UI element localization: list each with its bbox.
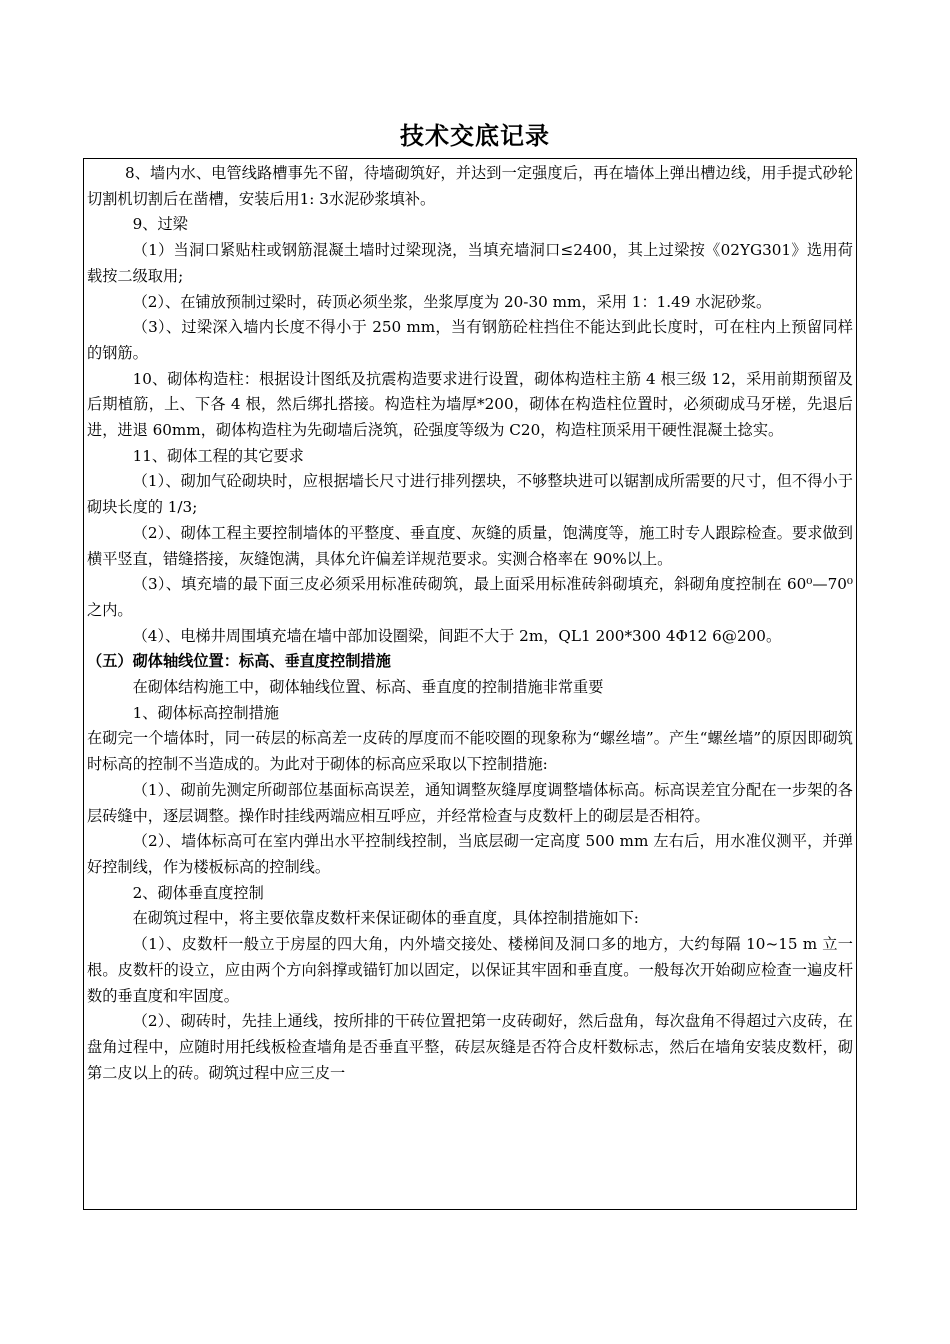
paragraph-masonry-2: （2）、砌体工程主要控制墙体的平整度、垂直度、灰缝的质量，饱满度等，施工时专人跟踪检查。要求做到横平竖直，错缝搭接，灰缝饱满，具体允许偏差详规范要求。实测合格率在 90%以上。 bbox=[87, 523, 853, 568]
paragraph-vertical-intro: 在砌筑过程中，将主要依靠皮数杆来保证砌体的垂直度，具体控制措施如下: bbox=[132, 909, 639, 928]
paragraph-vertical-heading: 2、砌体垂直度控制 bbox=[132, 883, 264, 902]
paragraph-vertical-2: （2）、砌砖时，先挂上通线，按所排的干砖位置把第一皮砖砌好，然后盘角，每次盘角不得超过六皮砖，在盘角过程中，应随时用托线板检查墙角是否垂直平整，砖层灰缝是否符合皮杆数标志，然后在墙角安装皮数杆，砌第二皮以上的砖。砌筑过程中应三皮一 bbox=[87, 1012, 853, 1082]
paragraph-lintel-1: （1）当洞口紧贴柱或钢筋混凝土墙时过梁现浇，当填充墙洞口≤2400，其上过梁按《02YG301》选用荷载按二级取用; bbox=[87, 241, 853, 285]
paragraph-vertical-1: （1）、皮数杆一般立于房屋的四大角，内外墙交接处、楼梯间及洞口多的地方，大约每隔 10~15 m 立一根。皮数杆的设立，应由两个方向斜撑或锚钉加以固定，以保证其牢固和垂直度。一般每次开始砌应检查一遍皮杆数的垂直度和牢固度。 bbox=[87, 935, 853, 1005]
paragraph-lintel-3: （3）、过梁深入墙内长度不得小于 250 mm，当有钢筋砼柱挡住不能达到此长度时，可在柱内上预留同样的钢筋。 bbox=[87, 318, 853, 362]
paragraph-masonry-3: （3）、填充墙的最下面三皮必须采用标准砖砌筑，最上面采用标准砖斜砌填充，斜砌角度控制在 60⁰—70⁰之内。 bbox=[87, 575, 853, 619]
paragraph-item-11-heading: 11、砌体工程的其它要求 bbox=[132, 446, 304, 465]
page-title: 技术交底记录 bbox=[400, 121, 550, 150]
section-heading-5: （五）砌体轴线位置：标高、垂直度控制措施 bbox=[87, 652, 391, 671]
paragraph-elevation-1: （1）、砌前先测定所砌部位基面标高误差，通知调整灰缝厚度调整墙体标高。标高误差宜分配在一步架的各层砖缝中，逐层调整。操作时挂线两端应相互呼应，并经常检查与皮数杆上的砌层是否相符。 bbox=[87, 780, 853, 825]
paragraph-elevation-2: （2）、墙体标高可在室内弹出水平控制线控制，当底层砌一定高度 500 mm 左右后，用水准仪测平，并弹好控制线，作为楼板标高的控制线。 bbox=[87, 832, 853, 876]
paragraph-item-9-heading: 9、过梁 bbox=[132, 215, 188, 234]
paragraph-item-10: 10、砌体构造柱：根据设计图纸及抗震构造要求进行设置，砌体构造柱主筋 4 根三级 12，采用前期预留及后期植筋，上、下各 4 根，然后绑扎搭接。构造柱为墙厚*200，砌体在构造柱位置时，必须砌成马牙槎，先退后进，进退 60mm，砌体构造柱为先砌墙后浇筑，砼强度等级为 C20，构造柱顶采用干硬性混凝土捻实。 bbox=[87, 369, 853, 440]
paragraph-elevation-body: 在砌完一个墙体时，同一砖层的标高差一皮砖的厚度而不能咬圈的现象称为“螺丝墙”。产生“螺丝墙”的原因即砌筑时标高的控制不当造成的。为此对于砌体的标高应采取以下控制措施: bbox=[87, 729, 853, 774]
paragraph-masonry-1: （1）、砌加气砼砌块时，应根据墙长尺寸进行排列摆块，不够整块进可以锯割成所需要的尺寸，但不得小于砌块长度的 1/3; bbox=[87, 472, 853, 517]
record-body bbox=[87, 161, 853, 1086]
paragraph-item-8: 8、墙内水、电管线路槽事先不留，待墙砌筑好，并达到一定强度后，再在墙体上弹出槽边线，用手提式砂轮切割机切割后在凿槽，安装后用1: 3水泥砂浆填补。 bbox=[87, 164, 853, 208]
paragraph-elevation-heading: 1、砌体标高控制措施 bbox=[132, 703, 279, 722]
paragraph-section-intro: 在砌体结构施工中，砌体轴线位置、标高、垂直度的控制措施非常重要 bbox=[132, 678, 604, 697]
paragraph-lintel-2: （2）、在铺放预制过梁时，砖顶必须坐浆，坐浆厚度为 20-30 mm，采用 1：1.49 水泥砂浆。 bbox=[132, 292, 772, 311]
paragraph-masonry-4: （4）、电梯井周围填充墙在墙中部加设圈梁，间距不大于 2m，QL1 200*300 4Φ12 6@200。 bbox=[132, 626, 782, 645]
